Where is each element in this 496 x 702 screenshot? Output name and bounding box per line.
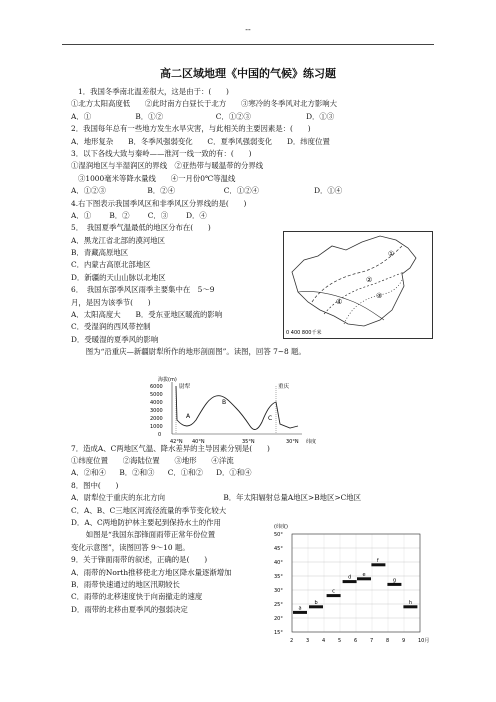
profile-xlabel: 纬度 xyxy=(306,439,317,445)
rainbelt-xtick: 5 xyxy=(338,638,342,644)
profile-ylabel: 海拔(m) xyxy=(158,377,177,383)
q7-option-c: C．①和② xyxy=(167,468,203,478)
rainbelt-xtick: 9 xyxy=(402,638,406,644)
rainbelt-xtick: 7 xyxy=(370,638,374,644)
q6-option-c: C．受湿润的西风带控制 xyxy=(71,322,151,332)
rainbelt-xtick: 3 xyxy=(306,638,310,644)
profile-place-yuli: 尉犁 xyxy=(179,384,191,390)
q1-stem: 1．我国冬季南北温差很大，这是由于：( ) xyxy=(78,87,229,96)
q9-option-a: A．雨带的North推移使北方地区降水量逐渐增加 xyxy=(71,567,232,577)
boundary-line-3 xyxy=(344,280,402,324)
map-label-4: ④ xyxy=(336,298,343,306)
q9-option-d: D．雨带的北移由夏季风的强弱决定 xyxy=(71,604,188,614)
rainbelt-bar-label-d: d xyxy=(348,574,352,581)
q9-10-intro-1: 如图是“我国东部锋面雨带正常年份位置 xyxy=(71,530,216,540)
rainbelt-bar-label-h: h xyxy=(408,599,413,606)
rainbelt-bar-label-f: f xyxy=(376,557,379,564)
q8-option-c: C．A、B、C三地区河流径流量的季节变化较大 xyxy=(71,505,227,515)
header-divider xyxy=(62,44,434,45)
rainbelt-axes xyxy=(274,532,429,644)
header-mark: -- xyxy=(245,25,251,34)
q9-stem: 9．关于锋面雨带的叙述，正确的是( ) xyxy=(71,555,208,565)
q4-stem: 4.右下图表示我国季风区和非季风区分界线的是( ) xyxy=(71,198,247,208)
profile-ytick-1000: 1000 xyxy=(150,424,163,430)
profile-ytick-5000: 5000 xyxy=(150,392,163,398)
q8-option-b: B．年太阳辐射总量A地区>B地区>C地区 xyxy=(223,493,362,503)
q3-option-b: B．②④ xyxy=(147,186,175,196)
profile-ytick-0: 0 xyxy=(158,432,162,438)
rainbelt-xtick: 6 xyxy=(354,638,358,644)
china-map-figure xyxy=(283,231,433,339)
rainbelt-ytick: 15° xyxy=(274,630,283,636)
china-map xyxy=(284,232,432,338)
terrain-profile-svg xyxy=(150,376,325,451)
profile-xtick-35n: 35°N xyxy=(242,439,255,445)
terrain-profile-chart xyxy=(150,376,325,451)
rainbelt-ylabel: (纬度) xyxy=(274,524,288,530)
rainbelt-ytick: 50° xyxy=(274,532,283,538)
q8-stem: 8．图中( ) xyxy=(71,480,119,490)
q3-option-c: C．①②④ xyxy=(223,186,259,196)
q9-option-b: B．雨带快速通过的地区汛期较长 xyxy=(71,579,180,589)
rainbelt-svg xyxy=(270,520,435,650)
q1-option-d: D．①③ xyxy=(306,111,335,121)
rainbelt-xtick: 4 xyxy=(322,638,326,644)
map-scale: 0 400 800千米 xyxy=(286,330,322,336)
rainbelt-xtick: 10月 xyxy=(418,638,430,644)
q6-option-d: D．受暖湿的夏季风的影响 xyxy=(71,334,159,344)
profile-region-a: A xyxy=(186,413,191,420)
page-title: 高二区域地理《中国的气候》练习题 xyxy=(160,67,336,80)
q2-stem: 2．我国每年总有一些地方发生水旱灾害，与此相关的主要因素是：( ) xyxy=(71,124,311,134)
q1-option-a: A．① xyxy=(71,111,92,121)
rainbelt-ytick: 35° xyxy=(274,574,283,580)
profile-region-b: B xyxy=(222,399,227,406)
profile-ytick-2000: 2000 xyxy=(150,416,163,422)
q9-option-c: C．雨带的北移速度快于向南撤走的速度 xyxy=(71,592,203,602)
rainbelt-bar-label-b: b xyxy=(314,599,318,606)
rainbelt-xtick: 8 xyxy=(386,638,390,644)
q7-option-a: A．②和④ xyxy=(71,468,106,478)
q1-options xyxy=(71,111,431,123)
q8-option-d: D．A、C两地防护林主要起到保持水土的作用 xyxy=(71,517,221,527)
rainbelt-ytick: 45° xyxy=(274,546,283,552)
q7-8-intro: 图为“沿重庆—新疆尉犁所作的地形剖面图”。读图，回答 7~8 题。 xyxy=(71,347,306,357)
q4-option-b: B．② xyxy=(109,210,130,220)
profile-xtick-30n: 30°N xyxy=(286,439,299,445)
profile-region-c: C xyxy=(268,415,273,422)
q4-option-a: A．① xyxy=(71,210,92,220)
map-label-2: ② xyxy=(366,276,373,284)
rainbelt-ytick: 25° xyxy=(274,602,283,608)
q2-options: A．地形复杂 B．冬季风强弱变化 C．夏季风强弱变化 D．纬度位置 xyxy=(71,136,330,146)
q3-choices-1: ①湿润地区与半湿润区的界线 ②亚热带与暖温带的分界线 xyxy=(71,161,264,171)
terrain-profile-line xyxy=(176,386,298,429)
q7-choices: ①纬度位置 ②海陆位置 ③地形 ④洋流 xyxy=(71,455,234,465)
q5-option-c: C．内蒙古高原北部地区 xyxy=(71,260,151,270)
q6-stem-1: 6． 我国东部季风区雨季主要集中在 5～9 xyxy=(71,285,215,295)
profile-xtick-40n: 40°N xyxy=(192,439,205,445)
china-outline xyxy=(292,236,416,326)
rainbelt-bars xyxy=(293,558,417,614)
rainbelt-bar-label-c: c xyxy=(332,588,335,595)
q7-stem: 7．造成A、C两地区气温、降水差异的主导因素分别是( ) xyxy=(71,443,270,453)
q5-option-b: B．青藏高原地区 xyxy=(71,248,129,258)
q4-option-d: D．④ xyxy=(186,210,207,220)
map-label-3: ③ xyxy=(376,292,383,300)
q8-option-a: A．尉犁位于重庆的东北方向 xyxy=(71,493,166,503)
q3-stem: 3．以下各线大致与秦岭——淮河一线一致的有：( ) xyxy=(71,148,252,158)
q4-option-c: C．③ xyxy=(147,210,169,220)
q5-option-d: D．新疆的天山山脉以北地区 xyxy=(71,272,166,282)
q7-option-d: D．①和④ xyxy=(216,468,252,478)
q9-10-intro-2: 变化示意图”，读图回答 9～10 题。 xyxy=(71,542,190,552)
profile-ytick-6000: 6000 xyxy=(150,384,163,390)
rainbelt-ytick: 20° xyxy=(274,616,283,622)
q4-options xyxy=(71,210,431,222)
rainbelt-ytick: 30° xyxy=(274,588,283,594)
q1-option-c: C．①②③ xyxy=(215,111,251,121)
rainbelt-bar-label-a: a xyxy=(298,605,302,612)
map-label-1: ① xyxy=(388,250,395,258)
q6-option-ab: A．太阳高度大 B．受东亚地区暖流的影响 xyxy=(71,310,223,320)
profile-place-chongqing: 重庆 xyxy=(278,384,290,390)
rainbelt-ytick: 40° xyxy=(274,560,283,566)
q1-option-b: B．①② xyxy=(135,111,163,121)
boundary-line-2 xyxy=(324,272,404,314)
q3-options xyxy=(71,185,431,197)
q5-stem: 5． 我国夏季气温最低的地区分布在( ) xyxy=(71,223,211,233)
profile-ytick-4000: 4000 xyxy=(150,400,163,406)
profile-xtick-42n: 42°N xyxy=(170,439,183,445)
q7-options xyxy=(71,467,431,479)
rainbelt-bar-label-e: e xyxy=(362,571,366,578)
q3-option-d: D．①④ xyxy=(314,186,343,196)
rainbelt-chart xyxy=(270,520,435,650)
q5-option-a: A．黑龙江省北部的漠河地区 xyxy=(71,235,166,245)
q8-options-ab xyxy=(71,492,431,504)
q3-choices-2: ③1000毫米等降水量线 ④一月份0℃等温线 xyxy=(78,173,236,183)
rainbelt-bar-label-g: g xyxy=(392,577,397,584)
q7-option-b: B．②和③ xyxy=(119,468,155,478)
rainbelt-xtick: 2 xyxy=(290,638,294,644)
q3-option-a: A．①②③ xyxy=(71,186,106,196)
profile-ytick-3000: 3000 xyxy=(150,408,163,414)
q1-choices: ①北方太阳高度低 ②此时南方白昼长于北方 ③寒冷的冬季风对北方影响大 xyxy=(71,99,338,109)
q6-stem-2: 月，是因为该季节( ) xyxy=(71,297,151,307)
